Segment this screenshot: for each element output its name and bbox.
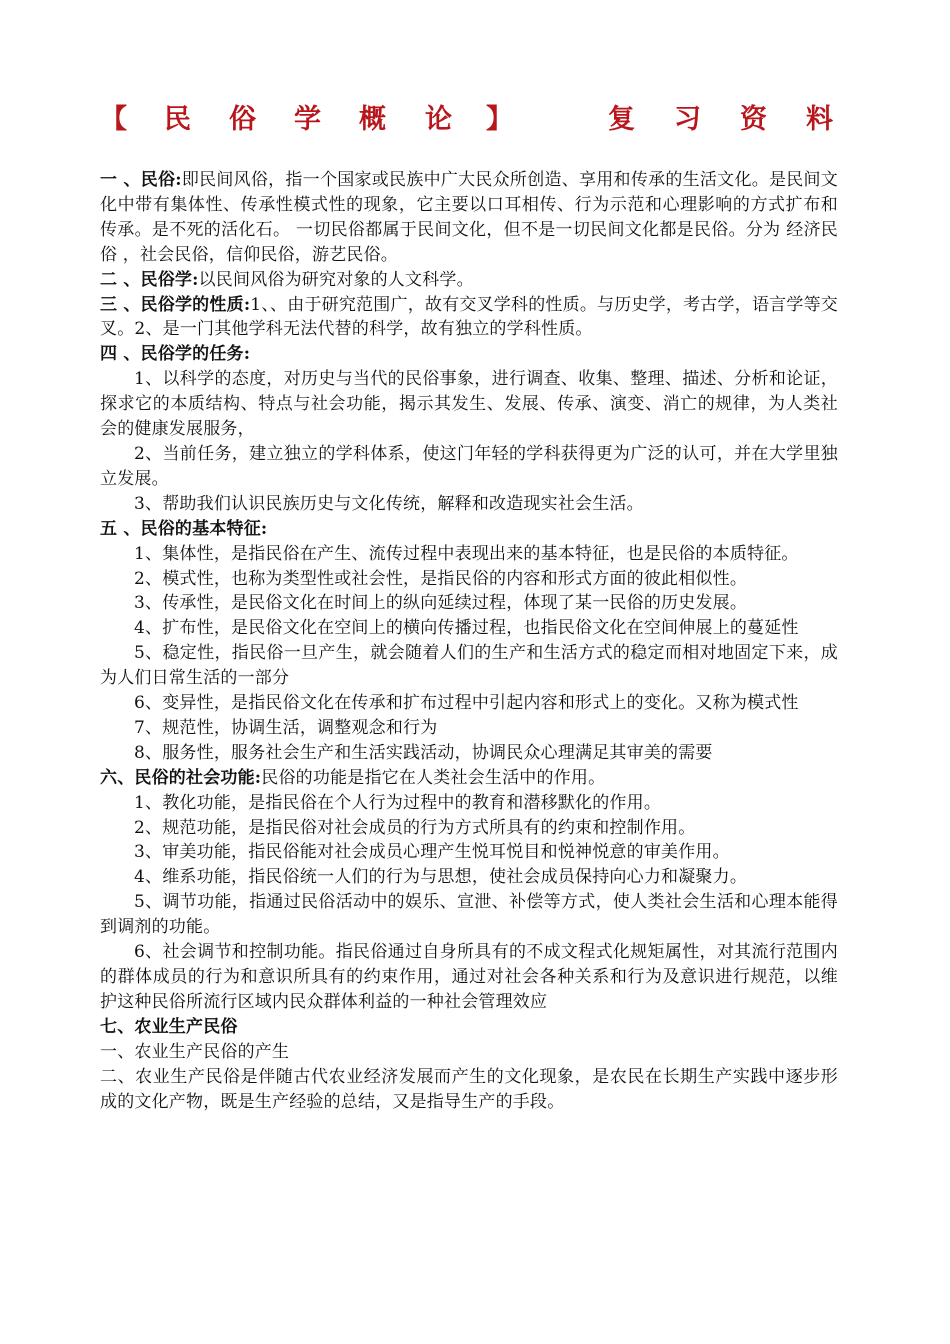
- list-item: 1、以科学的态度，对历史与当代的民俗事象，进行调查、收集、整理、描述、分析和论证，探求它的本质结构、特点与社会功能，揭示其发生、发展、传承、演变、消亡的规律，为人类社会的健康发展服务，: [100, 369, 838, 440]
- list-item: 1、教化功能，是指民俗在个人行为过程中的教育和潜移默化的作用。: [134, 792, 662, 813]
- list-item: 7、规范性，协调生活，调整观念和行为: [134, 717, 438, 738]
- document-title: [100, 100, 838, 140]
- plain-line: 一、农业生产民俗的产生: [100, 1041, 290, 1062]
- list-item: 4、扩布性，是民俗文化在空间上的横向传播过程，也指民俗文化在空间伸展上的蔓延性: [134, 618, 799, 639]
- title-char: 【: [100, 104, 127, 135]
- list-item: 2、当前任务，建立独立的学科体系，使这门年轻的学科获得更为广泛的认可，并在大学里独立发展。: [100, 443, 838, 489]
- paragraph-social-function: [100, 766, 838, 791]
- paragraph-folk-custom: [100, 168, 838, 268]
- section-heading: 四 、民俗学的任务:: [100, 344, 251, 365]
- title-char: 复: [608, 104, 635, 135]
- section-heading: 六、民俗的社会功能:: [100, 767, 262, 788]
- list-item: 2、规范功能，是指民俗对社会成员的行为方式所具有的约束和控制作用。: [134, 817, 696, 838]
- title-char: 民: [164, 104, 191, 135]
- paragraph-text: 即民间风俗，指一个国家或民族中广大民众所创造、享用和传承的生活文化。是民间文化中带有集体性、传承性模式性的现象，它主要以口耳相传、行为示范和心理影响的方式扩布和传承。是不死的活化石。 一切民俗都属于民间文化，但不是一切民间文化都是民俗。分为 经济民俗 ，社会民俗，信仰民俗，游艺民俗。: [100, 170, 838, 265]
- list-item: 2、模式性，也称为类型性或社会性，是指民俗的内容和形式方面的彼此相似性。: [134, 568, 748, 589]
- title-char: 】: [486, 104, 513, 135]
- list-item: 1、集体性，是指民俗在产生、流传过程中表现出来的基本特征，也是民俗的本质特征。: [134, 543, 799, 564]
- list-item: 3、帮助我们认识民族历史与文化传统，解释和改造现实社会生活。: [134, 493, 644, 514]
- title-char: 俗: [229, 104, 256, 135]
- list-item: 4、维系功能，指民俗统一人们的行为与思想，使社会成员保持向心力和凝聚力。: [134, 867, 748, 888]
- paragraph-nature: [100, 293, 838, 343]
- list-item: 6、变异性，是指民俗文化在传承和扩布过程中引起内容和形式上的变化。又称为模式性: [134, 693, 799, 714]
- paragraph-folklore-studies: [100, 268, 838, 293]
- document-body: [100, 168, 838, 1114]
- title-char: 资: [740, 104, 767, 135]
- list-item: 5、调节功能，指通过民俗活动中的娱乐、宣泄、补偿等方式，使人类社会生活和心理本能得到调剂的功能。: [100, 892, 838, 938]
- title-char: 论: [425, 104, 452, 135]
- plain-line: 二、农业生产民俗是伴随古代农业经济发展而产生的文化现象，是农民在长期生产实践中逐步形成的文化产物，既是生产经验的总结，又是指导生产的手段。: [100, 1066, 838, 1112]
- title-char: 习: [674, 104, 701, 135]
- section-heading: 二 、民俗学:: [100, 269, 199, 290]
- title-char: 料: [806, 104, 833, 135]
- list-item: 6、社会调节和控制功能。指民俗通过自身所具有的不成文程式化规矩属性，对其流行范围内的群体成员的行为和意识所具有的约束作用，通过对社会各种关系和行为及意识进行规范，以维护这种民俗所流行区域内民众群体利益的一种社会管理效应: [100, 942, 838, 1012]
- list-item: 3、审美功能，指民俗能对社会成员心理产生悦耳悦目和悦神悦意的审美作用。: [134, 842, 730, 863]
- section-heading: 五 、民俗的基本特征:: [100, 518, 268, 539]
- paragraph-text: 民俗的功能是指它在人类社会生活中的作用。: [261, 767, 606, 788]
- title-char: 概: [359, 104, 386, 135]
- section-heading: 一 、民俗:: [100, 170, 182, 190]
- section-heading: 七、农业生产民俗: [100, 1016, 238, 1037]
- paragraph-text: 以民间风俗为研究对象的人文科学。: [198, 269, 474, 290]
- list-item: 8、服务性，服务社会生产和生活实践活动，协调民众心理满足其审美的需要: [134, 742, 713, 763]
- title-char: 学: [294, 104, 321, 135]
- list-item: 5、稳定性，指民俗一旦产生，就会随着人们的生产和生活方式的稳定而相对地固定下来，成为人们日常生活的一部分: [100, 643, 838, 689]
- paragraph-text: 1、、由于研究范围广，故有交叉学科的性质。与历史学，考古学，语言学等交叉。2、是一门其他学科无法代替的科学，故有独立的学科性质。: [100, 294, 838, 340]
- section-heading: 三 、民俗学的性质:: [100, 294, 251, 315]
- list-item: 3、传承性，是民俗文化在时间上的纵向延续过程，体现了某一民俗的历史发展。: [134, 593, 748, 614]
